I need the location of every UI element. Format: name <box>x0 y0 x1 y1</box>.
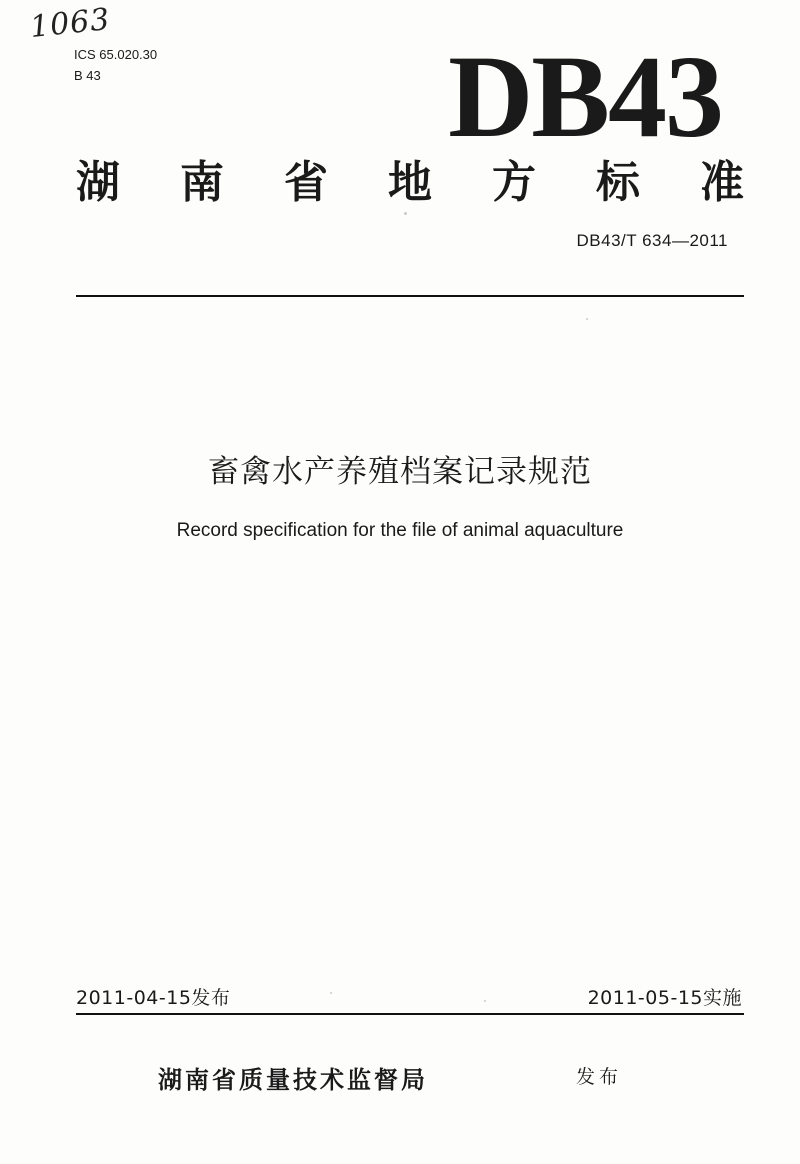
standard-type-char: 准 <box>700 157 744 208</box>
standard-type-char: 省 <box>284 157 328 208</box>
ics-code: ICS 65.020.30 <box>74 47 158 62</box>
scan-speck <box>404 212 407 215</box>
standard-number: DB43/T 634—2011 <box>576 231 728 250</box>
standard-type-char: 地 <box>388 157 432 208</box>
standard-type-char: 南 <box>180 157 224 208</box>
standard-type-char: 方 <box>492 157 536 208</box>
standard-type-char: 标 <box>596 157 640 208</box>
standard-prefix-logo: DB43 <box>448 31 722 162</box>
scan-speck <box>484 1000 486 1002</box>
ics-block <box>74 44 157 86</box>
document-title-cn: 畜禽水产养殖档案记录规范 <box>208 454 592 490</box>
standard-type-char: 湖 <box>76 157 120 208</box>
implement-date: 2011-05-15实施 <box>587 987 742 1009</box>
footer-divider <box>76 1013 744 1015</box>
document-title-en: Record specification for the file of animal aquaculture <box>176 520 624 541</box>
issuing-authority: 湖南省质量技术监督局 <box>158 1066 428 1094</box>
scan-speck <box>586 318 588 320</box>
classification-code: B 43 <box>74 68 101 83</box>
issue-label: 发布 <box>576 1066 623 1088</box>
standard-type-title <box>76 156 744 210</box>
publish-date: 2011-04-15发布 <box>76 987 231 1009</box>
header-divider <box>76 295 744 297</box>
scan-speck <box>330 992 332 994</box>
handwritten-number: 1063 <box>28 1 112 46</box>
